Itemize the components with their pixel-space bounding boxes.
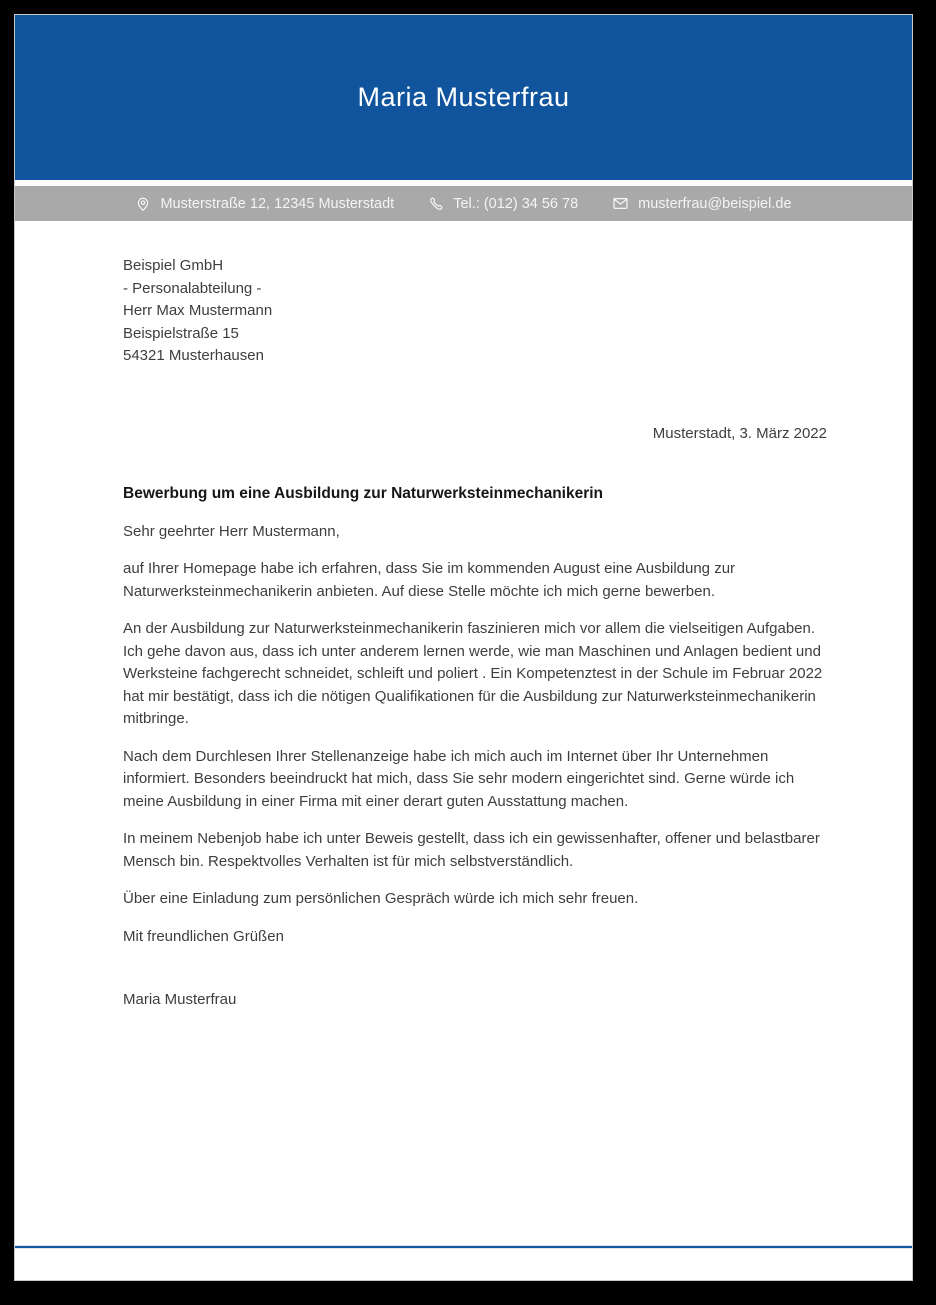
paragraph: auf Ihrer Homepage habe ich erfahren, dass Sie im kommenden August eine Ausbildung zur Naturwerksteinmechanikerin anbieten. Auf diese Stelle möchte ich mich gerne bewerben.	[123, 560, 736, 600]
closing-phrase: Mit freundlichen Grüßen	[123, 927, 284, 945]
contact-address-text: Musterstraße 12, 12345 Musterstadt	[160, 195, 395, 212]
recipient-address-block	[123, 255, 827, 368]
contact-email	[612, 196, 791, 212]
signature-name: Maria Musterfrau	[123, 991, 237, 1008]
recipient-line: - Personalabteilung -	[123, 279, 262, 297]
letter-body	[15, 255, 912, 1012]
contact-email-text: musterfrau@beispiel.de	[638, 195, 792, 212]
recipient-line: Beispielstraße 15	[123, 324, 239, 342]
recipient-line: Beispiel GmbH	[123, 257, 224, 274]
phone-icon	[428, 196, 444, 212]
contact-address	[135, 196, 394, 212]
contact-phone	[428, 196, 578, 212]
paragraph: Nach dem Durchlesen Ihrer Stellenanzeige habe ich mich auch im Internet über Ihr Unternehmen informiert. Besonders beeindruckt hat mich, dass Sie sehr modern eingerichtet sind. Gerne würde ich meine Ausbildung in einer Firma mit einer derart guten Ausstattung machen.	[123, 747, 795, 810]
paragraph: Über eine Einladung zum persönlichen Gespräch würde ich mich sehr freuen.	[123, 890, 639, 907]
contact-bar	[15, 186, 912, 221]
envelope-icon	[612, 196, 629, 211]
subject-line: Bewerbung um eine Ausbildung zur Naturwerksteinmechanikerin	[123, 485, 604, 502]
recipient-line: Herr Max Mustermann	[123, 302, 273, 319]
footer-accent-rule	[15, 1245, 912, 1249]
recipient-line: 54321 Musterhausen	[123, 347, 264, 364]
location-pin-icon	[135, 196, 151, 212]
contact-phone-text: Tel.: (012) 34 56 78	[453, 195, 579, 212]
date-line: Musterstadt, 3. März 2022	[652, 424, 827, 442]
header-band	[15, 15, 912, 180]
paragraph: In meinem Nebenjob habe ich unter Beweis gestellt, dass ich ein gewissenhafter, offener und belastbarer Mensch bin. Respektvolles Verhalten ist für mich selbstverständlich.	[123, 830, 820, 870]
applicant-name-title: Maria Musterfrau	[357, 82, 570, 112]
salutation: Sehr geehrter Herr Mustermann,	[123, 522, 340, 540]
letter-page	[15, 15, 912, 1280]
paragraph: An der Ausbildung zur Naturwerksteinmechanikerin faszinieren mich vor allem die vielseitigen Aufgaben. Ich gehe davon aus, dass ich unter anderem lernen werde, wie man Maschinen und Anlagen bedient und Werksteine fachgerecht schneidet, schleift und poliert . Ein Kompetenztest in der Schule im Februar 2022 hat mir bestätigt, dass ich die nötigen Qualifikationen für die Ausbildung zur Naturwerksteinmechanikerin mitbringe.	[123, 620, 823, 727]
